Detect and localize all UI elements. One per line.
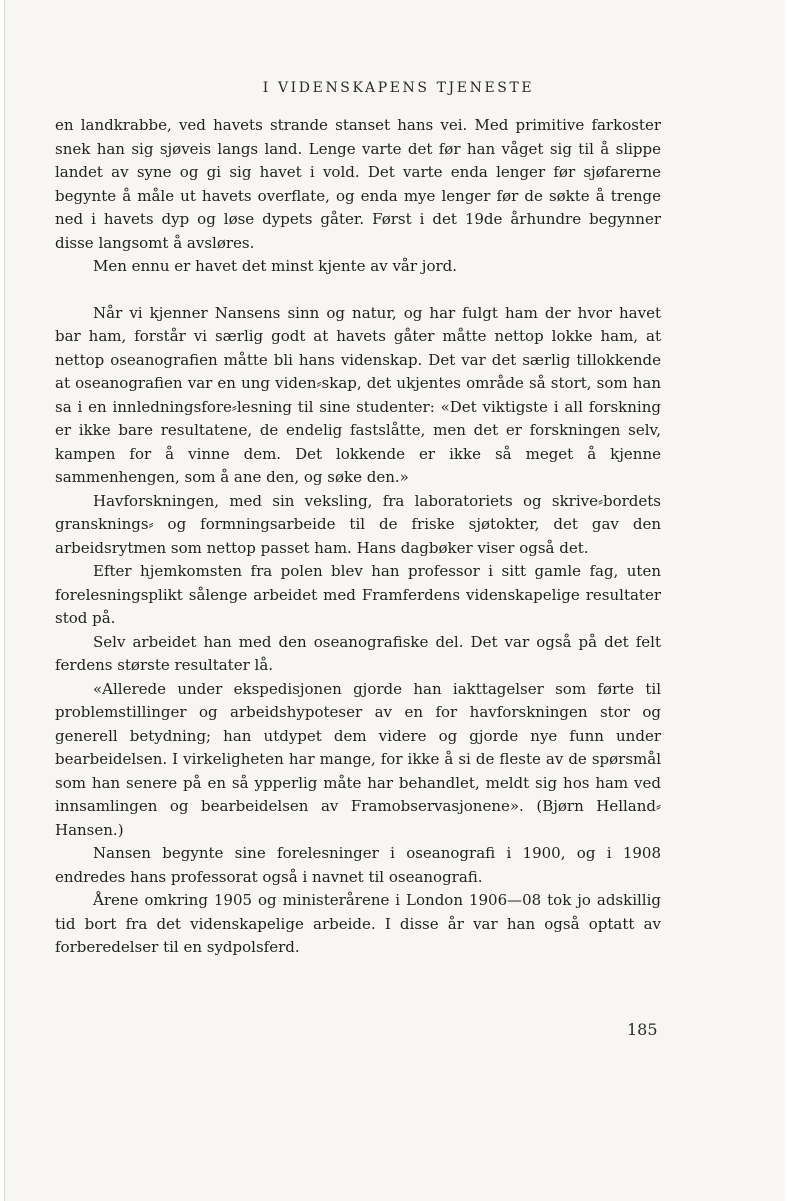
paragraph: Årene omkring 1905 og ministerårene i London 1906—08 tok jo adskillig tid bort fra det videnskapelige arbeide. I disse år var han også optatt av forberedelser til en sydpolsferd. [55, 891, 661, 956]
paragraph: Havforskningen, med sin veksling, fra laboratoriets og skrive⸗bordets gransknings⸗ og formningsarbeide til de friske sjøtokter, det gav den arbeidsrytmen som nettop passet ham. Hans dagbøker viser også det. [55, 491, 661, 557]
book-page [4, 0, 785, 1201]
paragraph: Nansen begynte sine forelesninger i oseanografi i 1900, og i 1908 endredes hans professorat også i navnet til oseanografi. [55, 844, 661, 886]
running-head: I VIDENSKAPENS TJENESTE [262, 80, 535, 96]
paragraph: Når vi kjenner Nansens sinn og natur, og har fulgt ham der hvor havet bar ham, forstår vi særlig godt at havets gåter måtte nettop lokke ham, at nettop oseanografien måtte bli hans videnskap. Det var det særlig tillokkende at oseanografien var en ung viden⸗skap, det ukjentes område så stort, som han sa i en innledningsfore⸗lesning til sine studenter: «Det viktigste i all forskning er ikke bare resultatene, de endelig fastslåtte, men det er forskningen selv, kampen for å vinne dem. Det lokkende er ikke så meget å kjenne sammenhengen, som å ane den, og søke den.» [55, 303, 661, 486]
paragraph: en landkrabbe, ved havets strande stanset hans vei. Med primitive farkoster snek han sig sjøveis langs land. Lenge varte det før han våget sig til å slippe landet av syne og gi sig havet i vold. Det varte enda lenger før sjøfarerne begynte å måle ut havets overflate, og enda mye lenger før de søkte å trenge ned i havets dyp og løse dypets gåter. Først i det 19de århundre begynner disse langsomt å avsløres. [55, 116, 661, 252]
body-text [55, 114, 661, 960]
paragraph: Efter hjemkomsten fra polen blev han professor i sitt gamle fag, uten forelesningsplikt sålenge arbeidet med Framferdens videnskapelige resultater stod på. [55, 562, 661, 627]
page-number: 185 [627, 1020, 658, 1039]
paragraph: Selv arbeidet han med den oseanografiske del. Det var også på det felt ferdens største resultater lå. [55, 632, 661, 674]
paragraph: Men ennu er havet det minst kjente av vår jord. [93, 257, 458, 275]
paragraph: «Allerede under ekspedisjonen gjorde han iakttagelser som førte til problemstillinger og arbeidshypoteser av en for havforskningen stor og generell betydning; han utdypet dem videre og gjorde nye funn under bearbeidelsen. I virkeligheten har mange, for ikke å si de fleste av de spørsmål som han senere på en så ypperlig måte har behandlet, meldt sig hos ham ved innsamlingen og bearbeidelsen av Framobservasjonene». (Bjørn Helland⸗Hansen.) [55, 679, 661, 839]
